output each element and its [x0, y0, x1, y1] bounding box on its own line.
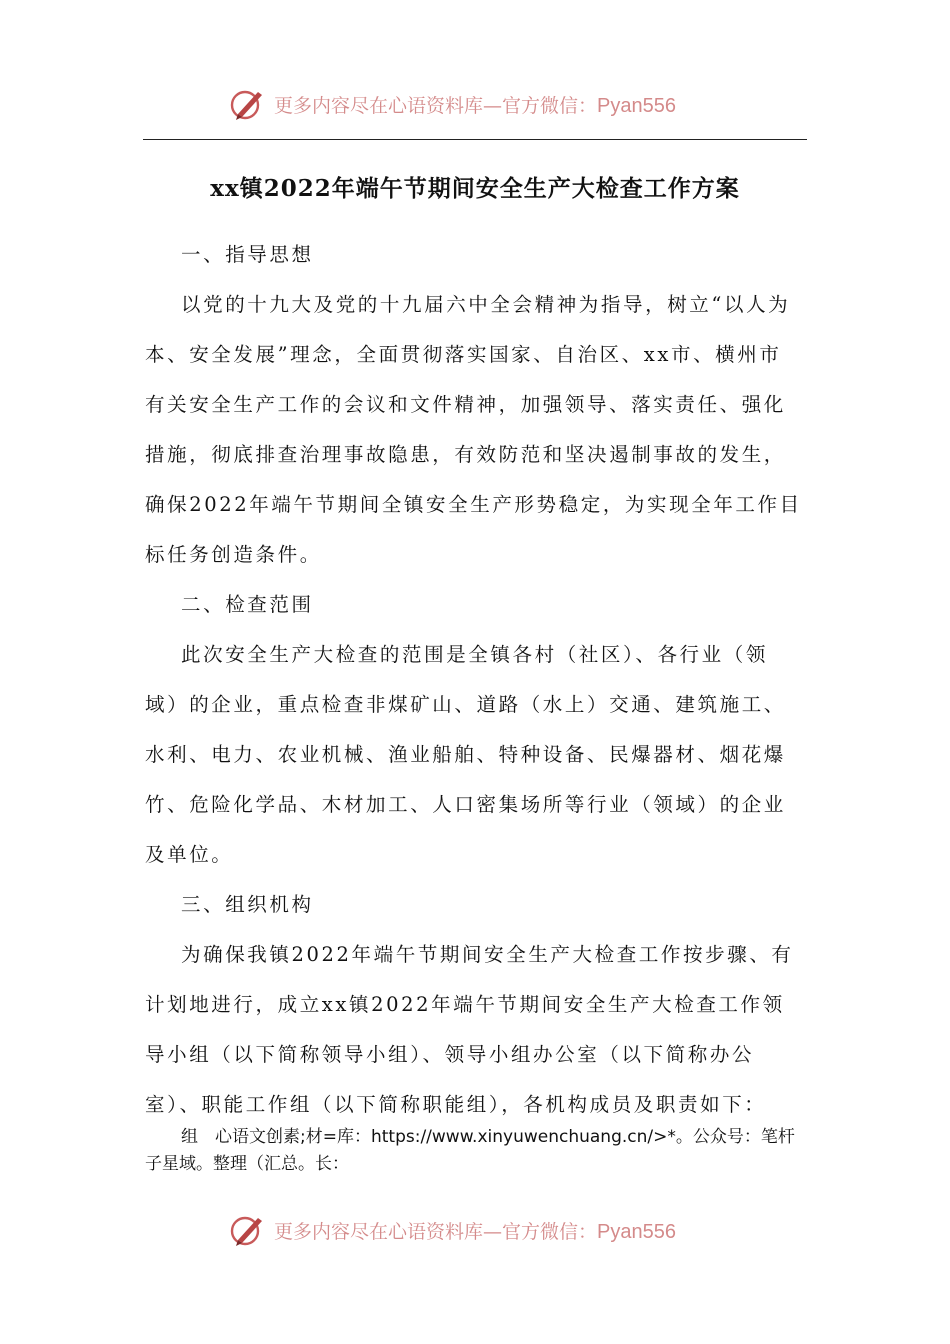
watermark-line-1: 组 心语文创素;材=库：https://www.xinyuwenchuang.cn/>*。公众号：笔杆 — [181, 1127, 795, 1147]
paragraph-line: 导小组（以下简称领导小组）、领导小组办公室（以下简称办公 — [145, 1043, 755, 1066]
document-body — [145, 230, 807, 1130]
paragraph-line: 措施，彻底排查治理事故隐患，有效防范和坚决遏制事故的发生， — [145, 443, 786, 466]
section-heading-2: 二、检查范围 — [181, 593, 314, 616]
footer-watermark-id: Pyan556 — [597, 1220, 676, 1243]
paragraph-line: 确保2022年端午节期间全镇安全生产形势稳定，为实现全年工作目 — [145, 493, 802, 516]
watermark-line-2: 子星域。整理（汇总。长： — [145, 1154, 349, 1174]
paragraph-line: 为确保我镇2022年端午节期间安全生产大检查工作按步骤、有 — [181, 943, 794, 966]
header-watermark-banner — [0, 82, 950, 126]
header-watermark-text: 更多内容尽在心语资料库—官方微信：Pyan556 — [274, 94, 676, 117]
section-heading-3: 三、组织机构 — [181, 893, 314, 916]
paragraph-line: 此次安全生产大检查的范围是全镇各村（社区）、各行业（领 — [181, 643, 768, 666]
pen-logo-icon — [228, 1210, 268, 1250]
paragraph-line: 及单位。 — [145, 843, 234, 866]
header-divider — [143, 139, 807, 140]
paragraph-line: 标任务创造条件。 — [145, 543, 322, 566]
footer-watermark-banner — [0, 1208, 950, 1252]
pen-logo-icon — [228, 84, 268, 124]
header-watermark-id: Pyan556 — [597, 94, 676, 117]
inserted-watermark-text — [145, 1124, 807, 1178]
paragraph-line: 竹、危险化学品、木材加工、人口密集场所等行业（领域）的企业 — [145, 793, 786, 816]
paragraph-line: 计划地进行，成立xx镇2022年端午节期间安全生产大检查工作领 — [145, 993, 785, 1016]
paragraph-line: 以党的十九大及党的十九届六中全会精神为指导，树立“以人为 — [181, 293, 791, 316]
paragraph-line: 本、安全发展”理念，全面贯彻落实国家、自治区、xx市、横州市 — [145, 343, 782, 366]
document-title: xx镇2022年端午节期间安全生产大检查工作方案 — [210, 175, 740, 202]
section-heading-1: 一、指导思想 — [181, 243, 314, 266]
paragraph-line: 有关安全生产工作的会议和文件精神，加强领导、落实责任、强化 — [145, 393, 786, 416]
paragraph-line: 域）的企业，重点检查非煤矿山、道路（水上）交通、建筑施工、 — [145, 693, 786, 716]
paragraph-line: 水利、电力、农业机械、渔业船舶、特种设备、民爆器材、烟花爆 — [145, 743, 786, 766]
paragraph-line: 室）、职能工作组（以下简称职能组），各机构成员及职责如下： — [145, 1093, 767, 1116]
footer-watermark-text: 更多内容尽在心语资料库—官方微信：Pyan556 — [274, 1220, 676, 1243]
